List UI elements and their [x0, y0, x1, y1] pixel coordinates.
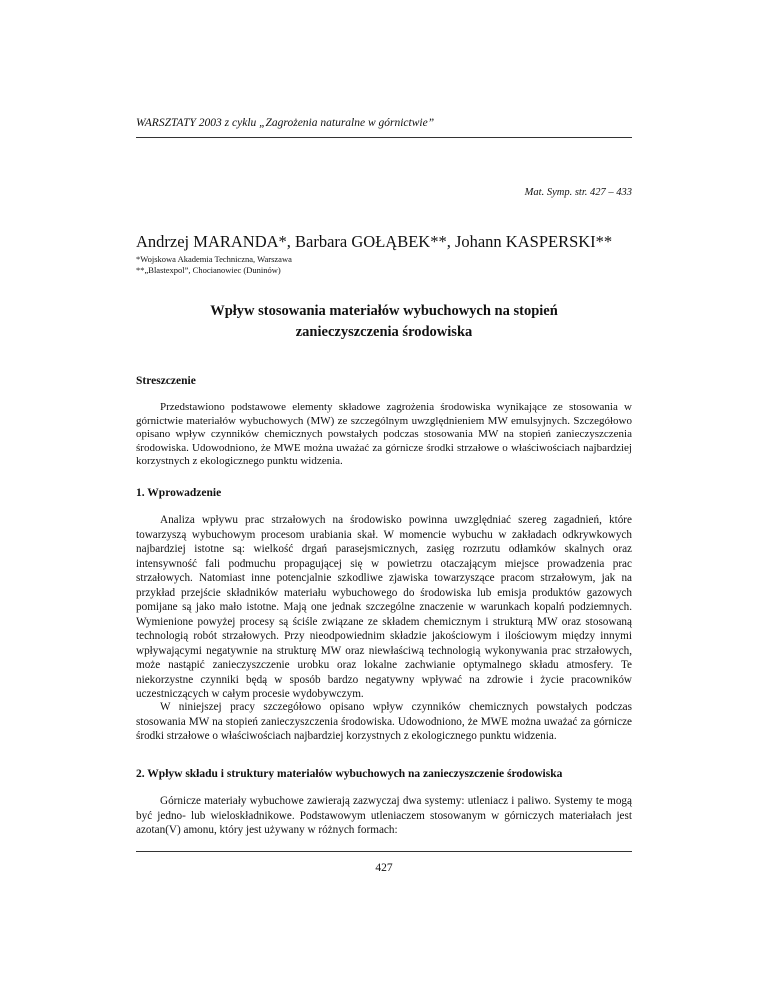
- footer-rule: [136, 851, 632, 852]
- abstract-heading: Streszczenie: [136, 375, 196, 387]
- running-header: WARSZTATY 2003 z cyklu „Zagrożenia naturalne w górnictwie”: [136, 117, 435, 129]
- section-1-paragraph-2: W niniejszej pracy szczegółowo opisano wpływ czynników chemicznych powstałych podczas stosowania MW na stopień zanieczyszczenia środowiska. Udowodniono, że MWE można uważać za górnicze środki strzałowe o właściwościach najbardziej korzystnych z ekologicznego punktu widzenia.: [136, 701, 632, 742]
- title-line-2: zanieczyszczenia środowiska: [295, 324, 473, 340]
- authors: Andrzej MARANDA*, Barbara GOŁĄBEK**, Johann KASPERSKI**: [136, 232, 613, 251]
- page-number: 427: [375, 862, 393, 874]
- section-1-paragraph-1: Analiza wpływu prac strzałowych na środowisko powinna uwzględniać szereg zagadnień, które towarzyszą wybuchowym procesom urabiania skał. W momencie wybuchu w zakładach odkrywkowych najbardziej istotne są: wielkość drgań parasejsmicznych, zasięg rozrzutu odłamków skalnych oraz intensywność fali podmuchu propagującej się w powietrzu otaczającym miejsce prowadzenia prac strzałowych. Natomiast inne potencjalnie szkodliwe zjawiska towarzyszące pracom strzałowym, jak na przykład przejście składników materiału wybuchowego do środowiska lub emisja produktów gazowych pomijane są jako mało istotne. Mają one jednak szczególne znaczenie w warunkach kopalń podziemnych. Wymienione powyżej procesy są ściśle związane ze składem chemicznym i strukturą MW oraz stosowaną technologią robót strzałowych. Przy nieodpowiednim składzie jakościowym i ilościowym między innymi wpływającymi negatywnie na strukturę MW oraz niewłaściwą technologią wykonywania prac strzałowych, może nastąpić zanieczyszczenie urobku oraz lokalne zachwianie optymalnego składu atmosfery. Te niekorzystne czynniki będą w sposób bardzo negatywny wpływać na zdrowie i życie pracowników uczestniczących w całym procesie wydobywczym.: [136, 514, 632, 700]
- title-line-1: Wpływ stosowania materiałów wybuchowych na stopień: [210, 303, 558, 319]
- abstract-text: Przedstawiono podstawowe elementy składowe zagrożenia środowiska wynikające ze stosowania w górnictwie materiałów wybuchowych (MW) ze szczególnym uwzględnieniem MW emulsyjnych. Szczegółowo opisano wpływ czynników chemicznych powstałych podczas stosowania MW na stopień zanieczyszczenia środowiska. Udowodniono, że MWE można uważać za górnicze środki strzałowe o właściwościach najbardziej korzystnych z ekologicznego punktu widzenia.: [136, 401, 632, 467]
- paper-title: [136, 301, 632, 343]
- section-2-heading: 2. Wpływ składu i struktury materiałów wybuchowych na zanieczyszczenie środowiska: [136, 768, 563, 780]
- section-1-heading: 1. Wprowadzenie: [136, 487, 222, 499]
- affiliation-2: **„Blastexpol”, Chocianowiec (Duninów): [136, 265, 281, 275]
- section-2-paragraph-1: Górnicze materiały wybuchowe zawierają zazwyczaj dwa systemy: utleniacz i paliwo. Systemy te mogą być jedno- lub wieloskładnikowe. Podstawowym utleniaczem stosowanym w górniczych materiałach jest azotan(V) amonu, który jest używany w różnych formach:: [136, 795, 632, 836]
- affiliation-1: *Wojskowa Akademia Techniczna, Warszawa: [136, 254, 292, 264]
- header-rule: [136, 137, 632, 138]
- citation-reference: Mat. Symp. str. 427 – 433: [524, 187, 632, 198]
